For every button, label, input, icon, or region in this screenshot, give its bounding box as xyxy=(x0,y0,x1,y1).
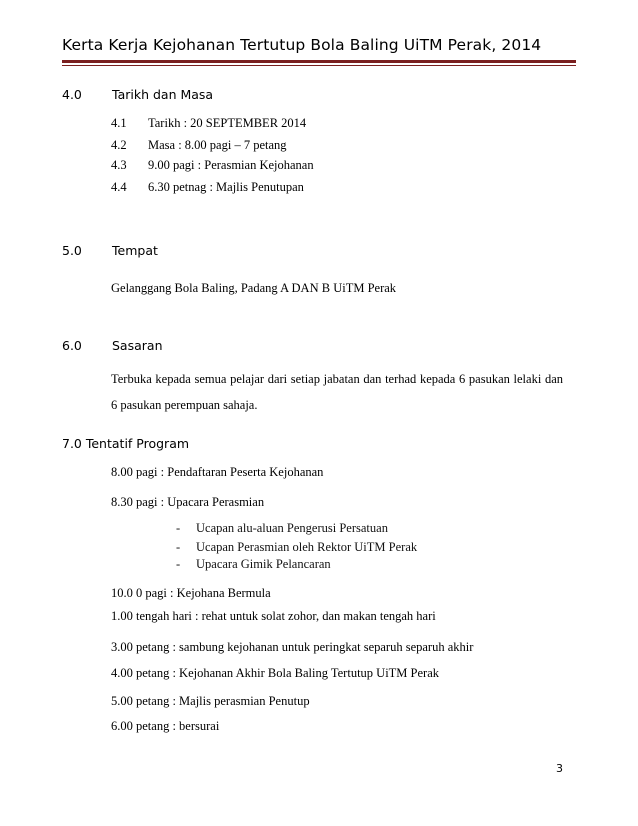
item-number: 4.2 xyxy=(111,138,127,152)
item-text: 6.30 petnag : Majlis Penutupan xyxy=(148,180,304,194)
bullet-text: Ucapan Perasmian oleh Rektor UiTM Perak xyxy=(196,540,418,554)
venue-text: Gelanggang Bola Baling, Padang A DAN B UiTM Perak xyxy=(111,281,397,295)
item-text: 9.00 pagi : Perasmian Kejohanan xyxy=(148,158,314,172)
item-number: 4.4 xyxy=(111,180,127,194)
header-rule-thick xyxy=(62,60,576,63)
item-text: Masa : 8.00 pagi – 7 petang xyxy=(148,138,287,152)
program-item: 1.00 tengah hari : rehat untuk solat zohor, dan makan tengah hari xyxy=(111,609,436,623)
program-item: 3.00 petang : sambung kejohanan untuk peringkat separuh separuh akhir xyxy=(111,640,474,654)
section-5-number: 5.0 xyxy=(62,243,82,258)
page-number: 3 xyxy=(556,762,563,775)
section-4-title: Tarikh dan Masa xyxy=(112,87,214,102)
target-paragraph: Terbuka kepada semua pelajar dari setiap jabatan dan terhad kepada 6 pasukan lelaki dan 6 pasukan perempuan sahaja. xyxy=(111,372,563,412)
item-text: Tarikh : 20 SEPTEMBER 2014 xyxy=(148,116,307,130)
bullet-mark: - xyxy=(176,521,181,535)
bullet-text: Ucapan alu-aluan Pengerusi Persatuan xyxy=(196,521,388,535)
program-item: 4.00 petang : Kejohanan Akhir Bola Baling Tertutup UiTM Perak xyxy=(111,666,440,680)
bullet-mark: - xyxy=(176,557,181,571)
program-item: 8.30 pagi : Upacara Perasmian xyxy=(111,495,265,509)
program-item: 10.0 0 pagi : Kejohana Bermula xyxy=(111,586,271,600)
item-number: 4.1 xyxy=(111,116,127,130)
item-number: 4.3 xyxy=(111,158,127,172)
program-item: 6.00 petang : bersurai xyxy=(111,719,220,733)
section-6-title: Sasaran xyxy=(112,338,163,353)
program-item: 5.00 petang : Majlis perasmian Penutup xyxy=(111,694,310,708)
header-title: Kerta Kerja Kejohanan Tertutup Bola Baling UiTM Perak, 2014 xyxy=(62,36,542,54)
section-4-number: 4.0 xyxy=(62,87,82,102)
section-6-number: 6.0 xyxy=(62,338,82,353)
program-item: 8.00 pagi : Pendaftaran Peserta Kejohanan xyxy=(111,465,324,479)
section-5-title: Tempat xyxy=(112,243,158,258)
header-rule-thin xyxy=(62,65,576,66)
bullet-text: Upacara Gimik Pelancaran xyxy=(196,557,331,571)
section-7-heading: 7.0 Tentatif Program xyxy=(62,436,190,451)
bullet-mark: - xyxy=(176,540,181,554)
